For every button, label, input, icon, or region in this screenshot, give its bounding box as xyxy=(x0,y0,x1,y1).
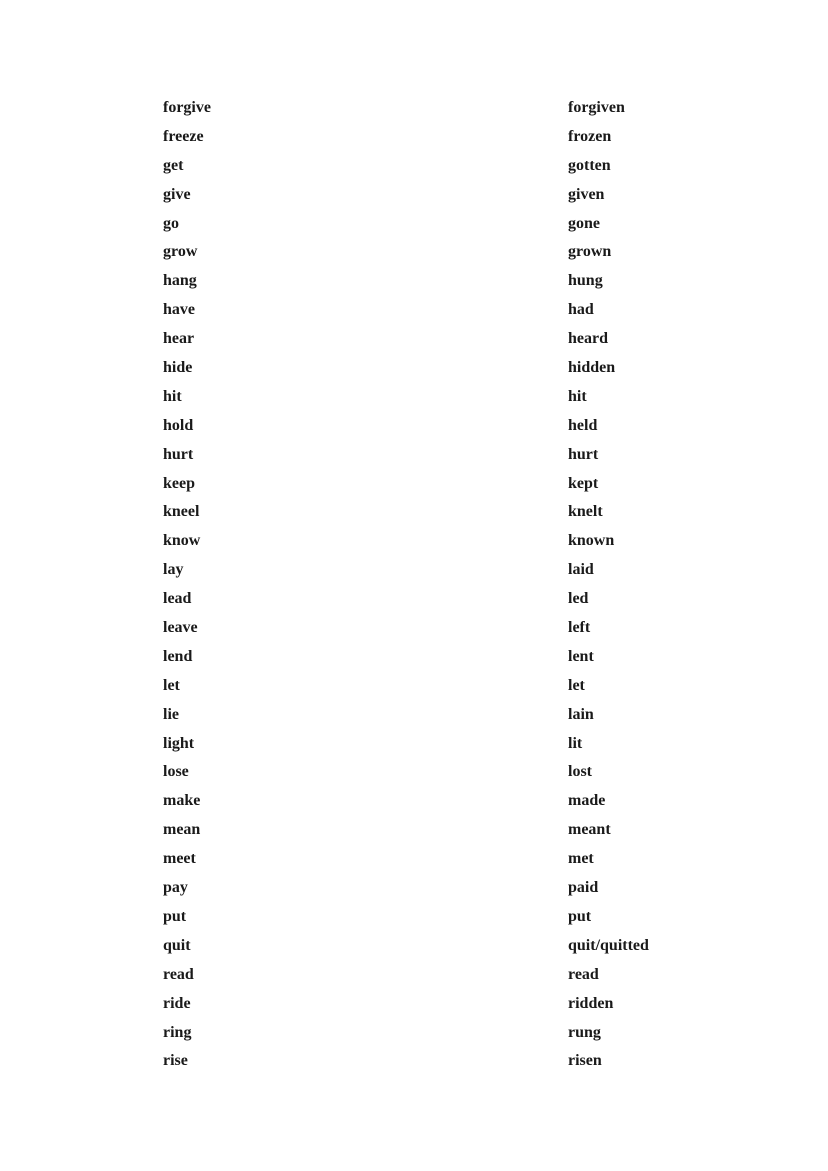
verb-row xyxy=(163,760,723,789)
verb-past-participle: quit/quitted xyxy=(568,936,649,954)
verb-past-participle: hidden xyxy=(568,359,616,377)
verb-row xyxy=(163,818,723,847)
verb-row xyxy=(163,356,723,385)
verb-past-participle: known xyxy=(568,532,615,550)
verb-base-form: forgive xyxy=(163,99,211,116)
verb-past-participle: gone xyxy=(568,214,600,232)
verb-base-form: lend xyxy=(163,647,193,665)
verb-row xyxy=(163,789,723,818)
verb-base-form: let xyxy=(163,676,180,694)
verb-past-participle: let xyxy=(568,676,585,694)
verb-base-form: hide xyxy=(163,359,193,377)
verb-base-form: mean xyxy=(163,821,201,839)
verb-base-form: lose xyxy=(163,763,189,781)
verb-row xyxy=(163,847,723,876)
verb-base-form: quit xyxy=(163,936,191,954)
verb-row xyxy=(163,645,723,674)
verb-base-form: know xyxy=(163,532,201,550)
verb-row xyxy=(163,876,723,905)
verb-base-form: have xyxy=(163,301,195,319)
verb-base-form: ride xyxy=(163,994,191,1012)
verb-row xyxy=(163,414,723,443)
verb-row xyxy=(163,616,723,645)
verb-past-participle: had xyxy=(568,301,594,319)
verb-row xyxy=(163,963,723,992)
verb-base-form: freeze xyxy=(163,127,204,145)
verb-base-form: lead xyxy=(163,590,192,608)
verb-row xyxy=(163,1049,723,1078)
verb-past-participle: held xyxy=(568,416,598,434)
verb-row xyxy=(163,269,723,298)
verb-row xyxy=(163,385,723,414)
verb-row xyxy=(163,125,723,154)
verb-base-form: get xyxy=(163,156,184,174)
verb-past-participle: gotten xyxy=(568,156,611,174)
verb-past-participle: forgiven xyxy=(568,99,625,116)
verb-base-form: light xyxy=(163,734,195,752)
verb-base-form: kneel xyxy=(163,503,200,521)
verb-row xyxy=(163,529,723,558)
verb-past-participle: heard xyxy=(568,330,608,348)
verb-row xyxy=(163,183,723,212)
verb-past-participle: lent xyxy=(568,647,594,665)
verb-base-form: hit xyxy=(163,387,182,405)
verb-past-participle: grown xyxy=(568,243,612,261)
verb-base-form: give xyxy=(163,185,191,203)
verb-row xyxy=(163,472,723,501)
verb-base-form: make xyxy=(163,792,201,810)
verb-base-form: read xyxy=(163,965,194,983)
verb-past-participle: laid xyxy=(568,561,594,579)
verb-row xyxy=(163,500,723,529)
verb-past-participle: ridden xyxy=(568,994,614,1012)
verb-row xyxy=(163,934,723,963)
verb-past-participle: risen xyxy=(568,1052,602,1070)
verb-row xyxy=(163,1021,723,1050)
verb-row xyxy=(163,154,723,183)
verb-table xyxy=(163,96,723,1078)
verb-past-participle: hung xyxy=(568,272,603,290)
verb-base-form: hurt xyxy=(163,445,194,463)
verb-row xyxy=(163,587,723,616)
verb-past-participle: meant xyxy=(568,821,611,839)
verb-past-participle: hurt xyxy=(568,445,599,463)
verb-past-participle: led xyxy=(568,590,589,608)
verb-past-participle: lit xyxy=(568,734,583,752)
verb-base-form: leave xyxy=(163,619,198,637)
verb-base-form: keep xyxy=(163,474,195,492)
verb-past-participle: paid xyxy=(568,879,599,897)
verb-base-form: rise xyxy=(163,1052,188,1070)
verb-base-form: grow xyxy=(163,243,198,261)
verb-base-form: hear xyxy=(163,330,195,348)
verb-row xyxy=(163,905,723,934)
verb-past-participle: left xyxy=(568,619,591,637)
verb-base-form: hang xyxy=(163,272,197,290)
verb-past-participle: rung xyxy=(568,1023,601,1041)
verb-past-participle: lain xyxy=(568,705,594,723)
verb-row xyxy=(163,674,723,703)
verb-row xyxy=(163,298,723,327)
verb-row xyxy=(163,992,723,1021)
verb-base-form: pay xyxy=(163,879,188,897)
verb-past-participle: frozen xyxy=(568,127,612,145)
verb-past-participle: met xyxy=(568,850,594,868)
verb-past-participle: kept xyxy=(568,474,599,492)
verb-base-form: hold xyxy=(163,416,194,434)
verb-base-form: put xyxy=(163,907,187,925)
verb-past-participle: read xyxy=(568,965,599,983)
verb-row xyxy=(163,703,723,732)
verb-row xyxy=(163,732,723,761)
verb-row xyxy=(163,327,723,356)
verb-past-participle: knelt xyxy=(568,503,603,521)
verb-past-participle: lost xyxy=(568,763,592,781)
verb-past-participle: given xyxy=(568,185,605,203)
verb-past-participle: made xyxy=(568,792,606,810)
verb-past-participle: put xyxy=(568,907,592,925)
verb-base-form: go xyxy=(163,214,179,232)
verb-base-form: lay xyxy=(163,561,184,579)
verb-past-participle: hit xyxy=(568,387,587,405)
verb-row xyxy=(163,212,723,241)
verb-base-form: lie xyxy=(163,705,179,723)
verb-row xyxy=(163,443,723,472)
verb-row xyxy=(163,96,723,125)
verb-row xyxy=(163,558,723,587)
verb-row xyxy=(163,240,723,269)
verb-base-form: ring xyxy=(163,1023,192,1041)
verb-base-form: meet xyxy=(163,850,196,868)
